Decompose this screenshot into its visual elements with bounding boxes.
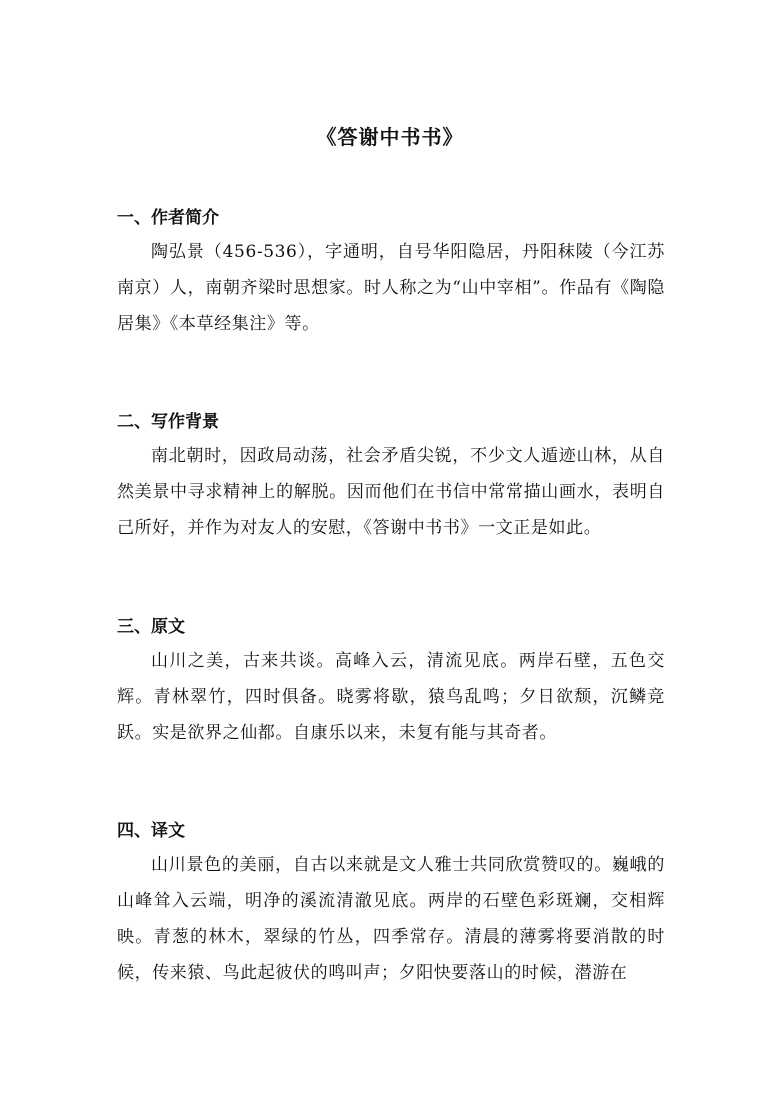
section-heading: 三、原文	[117, 617, 185, 637]
section-translation	[117, 819, 665, 991]
section-paragraph: 山川景色的美丽，自古以来就是文人雅士共同欣赏赞叹的。巍峨的山峰耸入云端，明净的溪流清澈见底。两岸的石壁色彩斑斓，交相辉映。青葱的林木，翠绿的竹丛，四季常存。清晨的薄雾将要消散的时候，传来猿、鸟此起彼伏的鸣叫声；夕阳快要落山的时候，潜游在	[117, 855, 665, 983]
section-paragraph: 山川之美，古来共谈。高峰入云，清流见底。两岸石壁，五色交辉。青林翠竹，四时俱备。晓雾将歇，猿鸟乱鸣；夕日欲颓，沉鳞竞跃。实是欲界之仙都。自康乐以来，未复有能与其奇者。	[117, 651, 665, 743]
section-author-intro	[117, 206, 665, 342]
section-original-text	[117, 615, 665, 751]
section-paragraph: 南北朝时，因政局动荡，社会矛盾尖锐，不少文人遁迹山林，从自然美景中寻求精神上的解脱。因而他们在书信中常常描山画水，表明自己所好，并作为对友人的安慰，《答谢中书书》一文正是如此。	[117, 446, 665, 538]
section-heading: 二、写作背景	[117, 412, 219, 432]
section-heading: 一、作者简介	[117, 208, 219, 228]
section-background	[117, 410, 665, 546]
section-heading: 四、译文	[117, 821, 185, 841]
section-paragraph: 陶弘景（456-536），字通明，自号华阳隐居，丹阳秣陵（今江苏南京）人，南朝齐梁时思想家。时人称之为“山中宰相”。作品有《陶隐居集》《本草经集注》等。	[117, 242, 665, 334]
document-title: 《答谢中书书》	[316, 125, 464, 149]
